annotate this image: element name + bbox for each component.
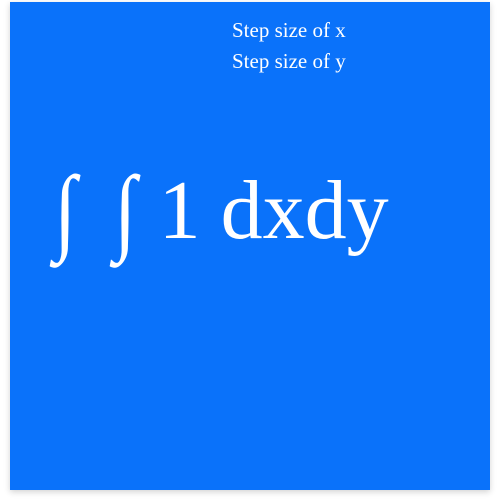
integrand: 1 [158,164,201,257]
inner-integral-sign: ∫ [114,156,137,263]
double-integral-formula [52,156,389,263]
step-size-x-label[interactable]: Step size of x [232,18,346,42]
outer-integral-sign: ∫ [53,156,77,263]
step-size-y-label[interactable]: Step size of y [232,49,346,73]
integral-panel [10,2,490,490]
differentials: dxdy [220,164,389,257]
